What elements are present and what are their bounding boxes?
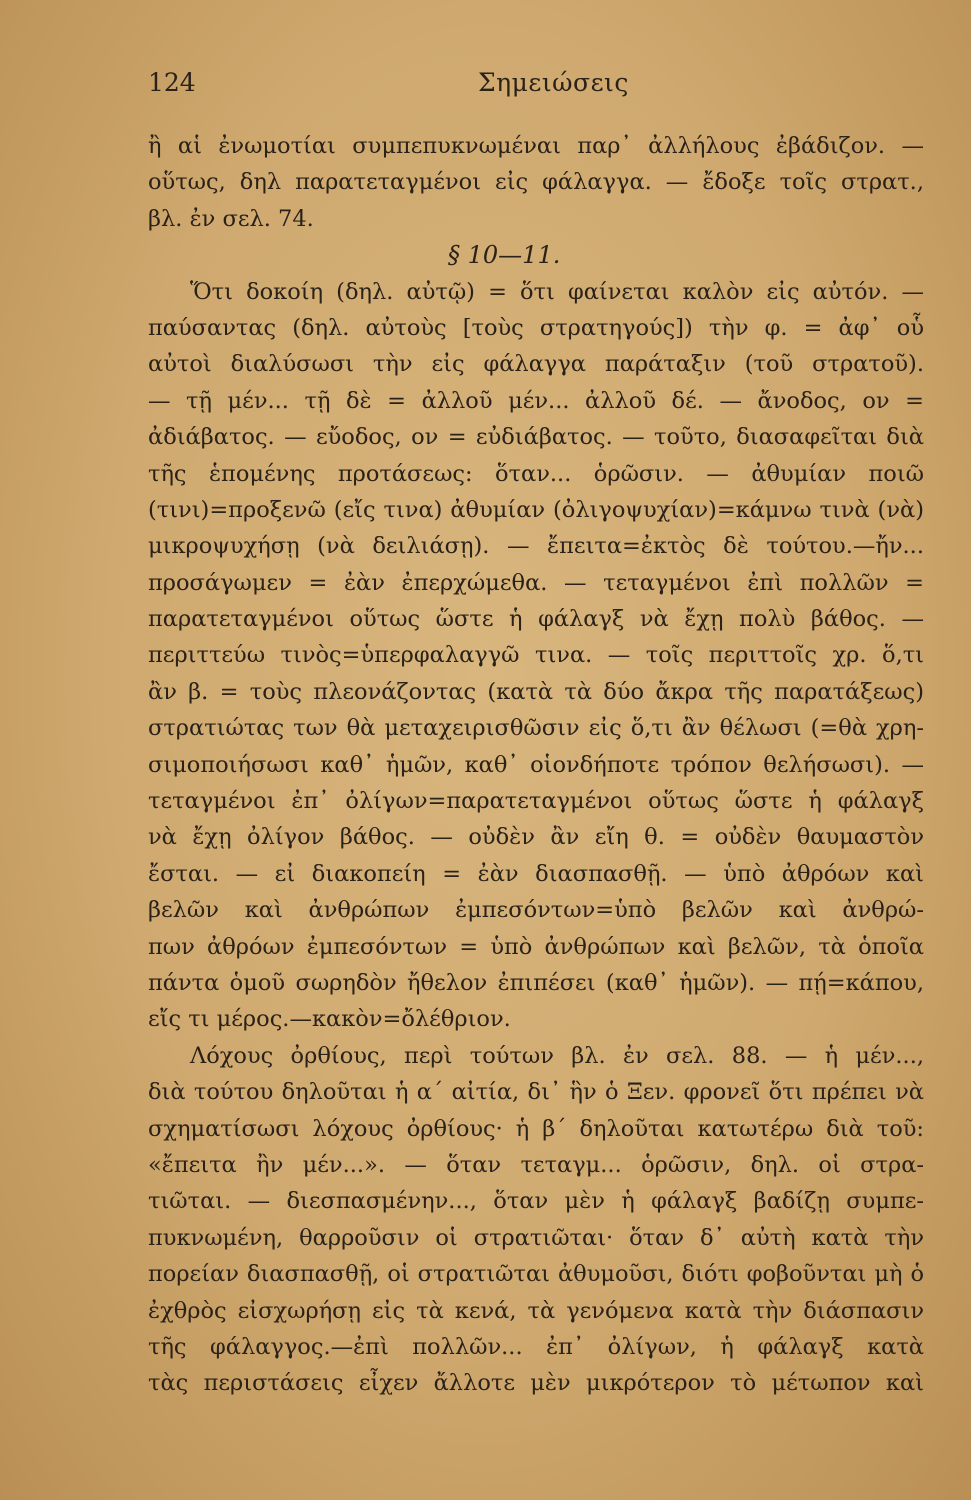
text-line: τὰς περιστάσεις εἶχεν ἄλλοτε μὲν μικρότερον τὸ μέτωπον καὶ [148,1370,924,1397]
text-line: πων ἀθρόων ἐμπεσόντων = ὑπὸ ἀνθρώπων καὶ βελῶν, τὰ ὁποῖα [148,933,924,960]
text-line: σιμοποιήσωσι καθ᾽ ἡμῶν, καθ᾽ οἱονδήποτε τρόπον θελήσωσι). — [148,751,924,778]
text-line: μικροψυχήσῃ (νὰ δειλιάσῃ). — ἔπειτα=ἐκτὸς δὲ τούτου.—ἤν... [148,533,924,560]
text-line: παύσαντας (δηλ. αὐτοὺς [τοὺς στρατηγούς]) τὴν φ. = ἀφ᾽ οὗ [148,314,924,341]
text-line: ἀδιάβατος. — εὔοδος, ον = εὐδιάβατος. — τοῦτο, διασαφεῖται διὰ [148,424,924,451]
text-line: τιῶται. — διεσπασμένην..., ὅταν μὲν ἡ φάλαγξ βαδίζῃ συμπε- [148,1188,924,1215]
section-heading: § 10—11. [448,241,561,270]
text-line: ἂν β. = τοὺς πλεονάζοντας (κατὰ τὰ δύο ἄκρα τῆς παρατάξεως) [148,678,924,705]
text-line: οὕτως, δηλ παρατεταγμένοι εἰς φάλαγγα. — ἔδοξε τοῖς στρατ., [148,169,924,196]
text-line: τεταγμένοι ἐπ᾽ ὀλίγων=παρατεταγμένοι οὕτως ὥστε ἡ φάλαγξ [148,788,924,815]
text-line: τῆς φάλαγγος.—ἐπὶ πολλῶν... ἐπ᾽ ὀλίγων, ἡ φάλαγξ κατὰ [148,1333,924,1360]
text-line: νὰ ἔχῃ ὀλίγον βάθος. — οὐδὲν ἂν εἴη θ. = οὐδὲν θαυμαστὸν [148,824,924,851]
text-line: στρατιώτας των θὰ μεταχειρισθῶσιν εἰς ὅ,τι ἂν θέλωσι (=θὰ χρη- [148,715,924,742]
page-number: 124 [148,68,196,97]
text-line: σχηματίσωσι λόχους ὀρθίους· ἡ β΄ δηλοῦται κατωτέρω διὰ τοῦ: [148,1115,924,1142]
text-line: περιττεύω τινὸς=ὑπερφαλαγγῶ τινα. — τοῖς περιττοῖς χρ. ὅ,τι [148,642,924,669]
page-title: Σημειώσεις [478,68,629,97]
text-line: πάντα ὁμοῦ σωρηδὸν ἤθελον ἐπιπέσει (καθ᾽ ἡμῶν). — πῄ=κάπου, [148,969,924,996]
text-line: τῆς ἑπομένης προτάσεως: ὅταν... ὁρῶσιν. — ἀθυμίαν ποιῶ [148,460,924,487]
text-line: βλ. ἐν σελ. 74. [148,205,314,232]
text-line: πυκνωμένη, θαρροῦσιν οἱ στρατιῶται· ὅταν δ᾽ αὐτὴ κατὰ τὴν [148,1224,924,1251]
text-line: προσάγωμεν = ἐὰν ἐπερχώμεθα. — τεταγμένοι ἐπὶ πολλῶν = [148,569,924,596]
text-line: ἢ αἱ ἐνωμοτίαι συμπεπυκνωμέναι παρ᾽ ἀλλήλους ἐβάδιζον. — [148,133,924,159]
text-line: Ὅτι δοκοίη (δηλ. αὐτῷ) = ὅτι φαίνεται καλὸν εἰς αὐτόν. — [190,278,924,305]
text-line: ἔσται. — εἰ διακοπείη = ἐὰν διασπασθῇ. — ὑπὸ ἀθρόων καὶ [148,860,924,887]
text-line: βελῶν καὶ ἀνθρώπων ἐμπεσόντων=ὑπὸ βελῶν καὶ ἀνθρώ- [148,897,924,924]
text-line: ἐχθρὸς εἰσχωρήσῃ εἰς τὰ κενά, τὰ γενόμενα κατὰ τὴν διάσπασιν [148,1297,924,1324]
text-line: εἴς τι μέρος.—κακὸν=ὄλέθριον. [148,1006,511,1033]
text-line: Λόχους ὀρθίους, περὶ τούτων βλ. ἐν σελ. 88. — ἡ μέν..., [190,1042,924,1069]
text-line: διὰ τούτου δηλοῦται ἡ α΄ αἰτία, δι᾽ ἣν ὁ Ξεν. φρονεῖ ὅτι πρέπει νὰ [148,1079,924,1106]
text-line: (τινι)=προξενῶ (εἴς τινα) ἀθυμίαν (ὀλιγοψυχίαν)=κάμνω τινὰ (νὰ) [148,496,924,523]
text-line: «ἔπειτα ἢν μέν...». — ὅταν τεταγμ... ὁρῶσιν, δηλ. οἱ στρα- [148,1151,924,1178]
page-text [148,128,924,1402]
text-line: πορείαν διασπασθῇ, οἱ στρατιῶται ἀθυμοῦσι, διότι φοβοῦνται μὴ ὁ [148,1261,924,1288]
text-line: αὐτοὶ διαλύσωσι τὴν εἰς φάλαγγα παράταξιν (τοῦ στρατοῦ). [148,351,924,378]
page-header [148,68,928,108]
text-line: — τῇ μέν... τῇ δὲ = ἀλλοῦ μέν... ἀλλοῦ δέ. — ἄνοδος, ον = [148,387,924,414]
text-line: παρατεταγμένοι οὕτως ὥστε ἡ φάλαγξ νὰ ἔχῃ πολὺ βάθος. — [148,606,924,633]
